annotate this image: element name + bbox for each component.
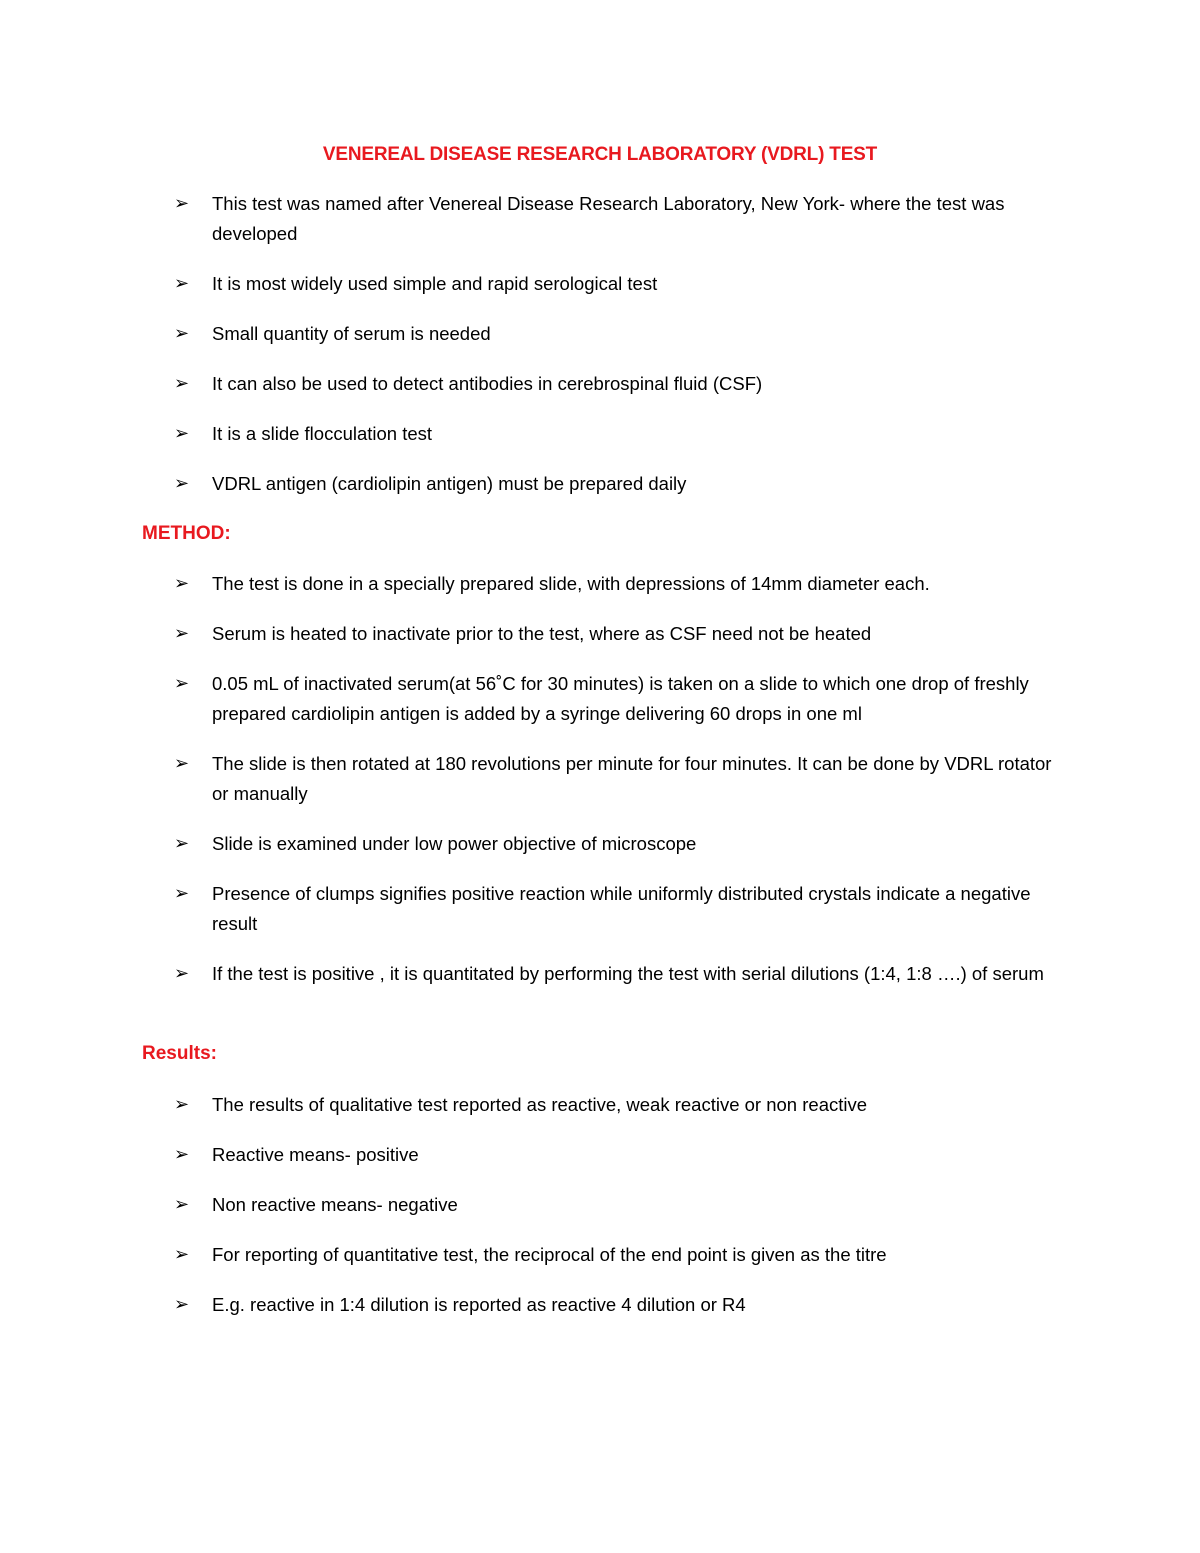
method-heading: METHOD:	[142, 523, 231, 544]
arrow-bullet-icon: ➢	[174, 753, 190, 774]
list-item: ➢ The test is done in a specially prepared slide, with depressions of 14mm diameter each.	[174, 569, 1064, 599]
list-item: ➢ E.g. reactive in 1:4 dilution is reported as reactive 4 dilution or R4	[174, 1290, 1064, 1320]
list-item: ➢ If the test is positive , it is quantitated by performing the test with serial dilutions (1:4, 1:8 ….) of serum	[174, 959, 1064, 989]
arrow-bullet-icon: ➢	[174, 193, 190, 214]
arrow-bullet-icon: ➢	[174, 1194, 190, 1215]
arrow-bullet-icon: ➢	[174, 833, 190, 854]
intro-list	[174, 189, 1064, 519]
list-item: ➢ Non reactive means- negative	[174, 1190, 1064, 1220]
arrow-bullet-icon: ➢	[174, 963, 190, 984]
list-item: ➢ Reactive means- positive	[174, 1140, 1064, 1170]
arrow-bullet-icon: ➢	[174, 373, 190, 394]
arrow-bullet-icon: ➢	[174, 1144, 190, 1165]
arrow-bullet-icon: ➢	[174, 273, 190, 294]
arrow-bullet-icon: ➢	[174, 423, 190, 444]
arrow-bullet-icon: ➢	[174, 673, 190, 694]
arrow-bullet-icon: ➢	[174, 573, 190, 594]
list-item: ➢ The results of qualitative test reported as reactive, weak reactive or non reactive	[174, 1090, 1064, 1120]
list-item: ➢ Presence of clumps signifies positive reaction while uniformly distributed crystals indicate a negative result	[174, 879, 1064, 939]
list-item: ➢ It is most widely used simple and rapid serological test	[174, 269, 1064, 299]
document-title: VENEREAL DISEASE RESEARCH LABORATORY (VDRL) TEST	[322, 144, 878, 165]
list-item: ➢ It is a slide flocculation test	[174, 419, 1064, 449]
arrow-bullet-icon: ➢	[174, 883, 190, 904]
list-item: ➢ The slide is then rotated at 180 revolutions per minute for four minutes. It can be done by VDRL rotator or manually	[174, 749, 1064, 809]
arrow-bullet-icon: ➢	[174, 623, 190, 644]
list-item: ➢ This test was named after Venereal Disease Research Laboratory, New York- where the test was developed	[174, 189, 1064, 249]
list-item: ➢ For reporting of quantitative test, the reciprocal of the end point is given as the titre	[174, 1240, 1064, 1270]
list-item: ➢ Serum is heated to inactivate prior to the test, where as CSF need not be heated	[174, 619, 1064, 649]
arrow-bullet-icon: ➢	[174, 473, 190, 494]
method-list	[174, 569, 1064, 1009]
arrow-bullet-icon: ➢	[174, 1094, 190, 1115]
results-heading: Results:	[142, 1043, 217, 1064]
list-item: ➢ It can also be used to detect antibodies in cerebrospinal fluid (CSF)	[174, 369, 1064, 399]
list-item: ➢ Slide is examined under low power objective of microscope	[174, 829, 1064, 859]
list-item: ➢ 0.05 mL of inactivated serum(at 56˚C for 30 minutes) is taken on a slide to which one drop of freshly prepared cardiolipin antigen is added by a syringe delivering 60 drops in one ml	[174, 669, 1064, 729]
results-list	[174, 1090, 1064, 1340]
arrow-bullet-icon: ➢	[174, 1244, 190, 1265]
list-item: ➢ VDRL antigen (cardiolipin antigen) must be prepared daily	[174, 469, 1064, 499]
arrow-bullet-icon: ➢	[174, 323, 190, 344]
arrow-bullet-icon: ➢	[174, 1294, 190, 1315]
list-item: ➢ Small quantity of serum is needed	[174, 319, 1064, 349]
